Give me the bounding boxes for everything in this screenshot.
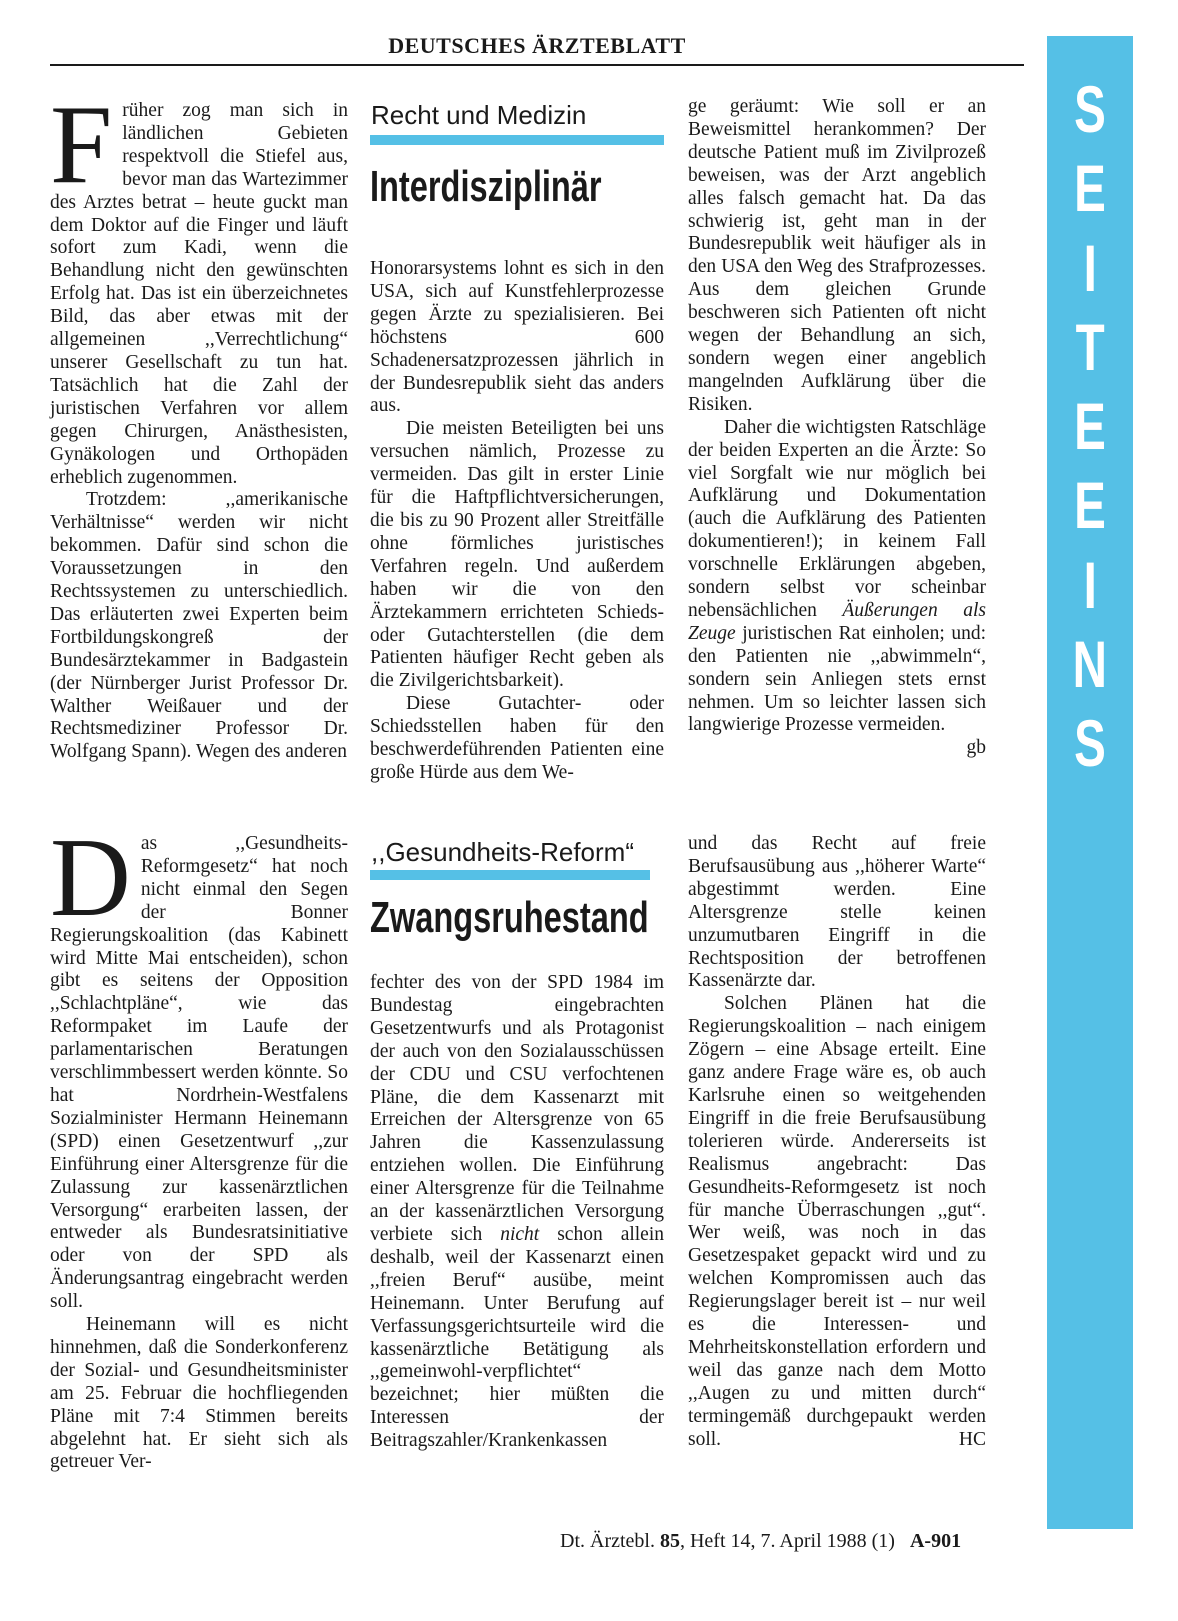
article1-paragraph: Trotzdem: ,,amerikanische Verhältnisse“ werden wir nicht bekommen. Dafür sind schon die Voraussetzungen in den Rechtssystemen zu unterschiedlich. Das erläuterten zwei Experten beim Fortbildungskongreß der Bundesärztekammer in Badgastein (der Nürnberger Jurist Professor Dr. Walther Weißauer und der Rechtsmediziner Professor Dr. Wolfgang Spann). Wegen des anderen	[50, 489, 348, 763]
article1-column-3	[688, 96, 986, 760]
article2-dropcap: D	[50, 816, 131, 940]
article2-paragraph	[688, 993, 986, 1451]
sidebar-letter: E	[1074, 468, 1106, 543]
sidebar-letter: E	[1074, 389, 1106, 463]
footer-page-number: A-901	[909, 1530, 962, 1552]
article1-paragraph: Die meisten Beteiligten bei uns versuchen nämlich, Prozesse zu vermeiden. Das gilt in erster Linie für die Haftpflichtversicherungen, die bis zu 90 Prozent aller Streitfälle ohne förmliches juristisches Verfahren regeln. Und außerdem haben wir die von den Ärztekammern errichteten Schieds- oder Gutachterstellen (die dem Patienten häufiger Recht geben als die Zivilgerichtsbarkeit).	[370, 418, 664, 692]
sidebar-letter: S	[1074, 706, 1106, 780]
article1-paragraph: Diese Gutachter- oder Schiedsstellen haben für den beschwerdeführenden Patienten eine große Hürde aus dem We-	[370, 693, 664, 783]
article1-text: Daher die wichtigsten Ratschläge der beiden Experten an die Ärzte: So viel Sorgfalt wie nur möglich bei Aufklärung und Dokumentation (auch die Aufklärung des Patienten dokumentieren!); in keinem Fall vorschnelle Erklärungen abgeben, sondern selbst vor scheinbar nebensächlichen	[688, 416, 986, 621]
article2-text: schon allein deshalb, weil der Kassenarzt einen ,,freien Beruf“ ausübe, meint Heinemann. Unter Berufung auf Verfassungsgerichtsurteile wird die kassenärztliche Betätigung als ,,gemeinwohl-verpflichtet“ bezeichnet; hier müßten die Interessen der Beitragszahler/Krankenkassen	[370, 1223, 665, 1452]
article2-italic-text: nicht	[500, 1223, 540, 1245]
article2-column-3	[688, 833, 986, 1451]
article1-text: juristischen Rat einholen; und: den Patienten nie ,,abwimmeln“, sondern sein Anliegen stets ernst nehmen. Um so leichter lassen sich langwierige Prozesse vermeiden.	[688, 622, 986, 736]
article2-kicker-bar	[370, 870, 650, 880]
article2-paragraph	[370, 972, 664, 1453]
sidebar-letter: I	[1083, 230, 1097, 305]
article1-headline: Interdisziplinär	[370, 162, 602, 211]
sidebar-letter: E	[1074, 151, 1106, 226]
article2-text: fechter des von der SPD 1984 im Bundestag eingebrachten Gesetzentwurfs und als Protagonist der auch von den Sozialausschüssen der CDU und CSU verfochtenen Pläne, die dem Kassenarzt mit Erreichen der Altersgrenze von 65 Jahren die Kassenzulassung entziehen wollen. Die Einführung einer Altersgrenze für die Teilnahme an der kassenärztlichen Versorgung verbiete sich	[370, 972, 664, 1245]
article1-author: gb	[966, 737, 986, 759]
article1-paragraph: Honorarsystems lohnt es sich in den USA, sich auf Kunstfehlerprozesse gegen Ärzte zu spezialisieren. Bei höchstens 600 Schadenersatzprozessen jährlich in der Bundesrepublik sieht das anders aus.	[370, 258, 664, 417]
sidebar-letter: T	[1075, 309, 1105, 384]
article2-headline: Zwangsruhestand	[370, 893, 649, 942]
footer-issue: , Heft 14, 7. April 1988 (1)	[679, 1530, 895, 1552]
article1-column-2	[370, 258, 664, 785]
sidebar-letter: I	[1083, 547, 1097, 622]
seite-eins-sidebar	[1047, 36, 1133, 1529]
footer-volume: 85	[659, 1530, 680, 1552]
article2-paragraph: as ,,Gesundheits-Reformgesetz“ hat noch nicht einmal den Segen der Bonner Regierungskoalition (das Kabinett wird Mitte Mai entscheiden), schon gibt es seitens der Opposition ,,Schlachtpläne“, wie das Reformpaket im Laufe der parlamentarischen Beratungen verschlimmbessert werden könnte. So hat Nordrhein-Westfalens Sozialminister Hermann Heinemann (SPD) einen Gesetzentwurf ,,zur Einführung einer Altersgrenze für die Zulassung zur kassenärztlichen Versorgung“ erarbeiten lassen, der entweder als Bundesratsinitiative oder von der SPD als Änderungsantrag eingebracht werden soll.	[50, 833, 348, 1313]
article2-paragraph: und das Recht auf freie Berufsausübung aus ,,höherer Warte“ abgestimmt werden. Eine Altersgrenze stelle keinen unzumutbaren Eingriff in die Rechtsposition der betroffenen Kassenärzte dar.	[688, 833, 986, 992]
article2-author: HC	[958, 1428, 986, 1450]
article2-text: Solchen Plänen hat die Regierungskoalition – nach einigem Zögern – eine Absage erteilt. Eine ganz andere Frage wäre es, ob auch Karlsruhe einen so weitgehenden Eingriff in die freie Berufsausübung tolerieren würde. Andererseits ist Realismus angebracht: Das Gesundheits-Reformgesetz ist noch für manche Überraschungen ,,gut“. Wer weiß, was noch in das Gesetzespaket gepackt wird und zu welchen Kompromissen auch das Regierungslager bereit ist – nur weil es die Interessen- und Mehrheitskonstellation erfordern und weil das ganze nach dem Motto ,,Augen zu und mitten durch“ termingemäß durchgepaukt werden soll.	[688, 993, 986, 1450]
article1-kicker: Recht und Medizin	[371, 100, 587, 130]
article1-column-1	[50, 83, 348, 764]
article1-italic-text: Äußerungen als Zeuge	[688, 599, 986, 644]
article1-paragraph	[688, 416, 986, 759]
footer-journal: Dt. Ärztebl.	[560, 1530, 655, 1552]
footer-citation	[560, 1530, 1140, 1553]
sidebar-letters	[1047, 72, 1133, 780]
article1-paragraph: rüher zog man sich in ländlichen Gebieten respektvoll die Stiefel aus, bevor man das Wartezimmer des Arztes betrat – heute guckt man dem Doktor auf die Finger und läuft sofort zum Kadi, wenn die Behandlung nicht den gewünschten Erfolg hat. Das ist ein überzeichnetes Bild, das aber etwas mit der allgemeinen ,,Verrechtlichung“ unserer Gesellschaft zu tun hat. Tatsächlich hat die Zahl der juristischen Verfahren vor allem gegen Chirurgen, Anästhesisten, Gynäkologen und Orthopäden erheblich zugenommen.	[50, 100, 348, 488]
sidebar-letter: N	[1072, 626, 1108, 701]
article2-paragraph: Heinemann will es nicht hinnehmen, daß die Sonderkonferenz der Sozial- und Gesundheitsminister am 25. Februar die hochfliegenden Pläne mit 7:4 Stimmen bereits abgelehnt hat. Er sieht sich als getreuer Ver-	[50, 1314, 348, 1473]
article2-column-2	[370, 972, 664, 1453]
article2-kicker: ,,Gesundheits-Reform“	[371, 837, 634, 867]
sidebar-letter: S	[1074, 72, 1106, 146]
article1-kicker-bar	[370, 135, 664, 145]
article1-paragraph: ge geräumt: Wie soll er an Beweismittel herankommen? Der deutsche Patient muß im Zivilprozeß beweisen, was der Arzt angeblich alles falsch gemacht hat. Da das schwierig ist, geht man in der Bundesrepublik weit häufiger als in den USA den Weg des Strafprozesses. Aus dem gleichen Grunde beschweren sich Patienten oft nicht wegen der Behandlung an sich, sondern wegen einer angeblich mangelnden Aufklärung über die Risiken.	[688, 96, 986, 415]
article1-dropcap: F	[50, 83, 113, 207]
article2-column-1	[50, 816, 348, 1474]
masthead: DEUTSCHES ÄRZTEBLATT	[50, 30, 1024, 66]
